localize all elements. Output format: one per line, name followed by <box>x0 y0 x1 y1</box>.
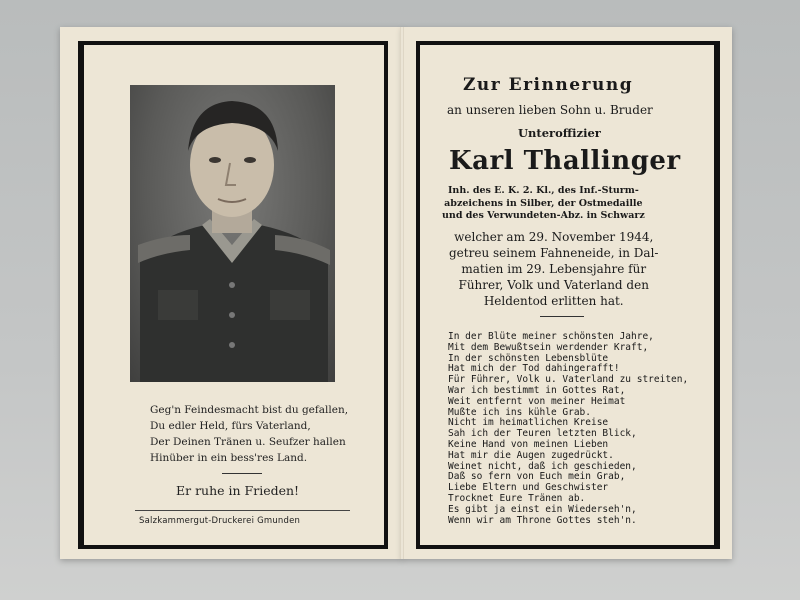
card-title: Zur Erinnerung <box>463 75 634 95</box>
printer-credit: Salzkammergut-Druckerei Gmunden <box>139 516 301 526</box>
soldier-name: Karl Thallinger <box>449 146 681 176</box>
right-poem-line: Es gibt ja einst ein Wiederseh'n, <box>448 503 637 515</box>
death-line: welcher am 29. November 1944, <box>454 230 654 244</box>
right-poem-line: Wenn wir am Throne Gottes steh'n. <box>448 514 637 526</box>
honors-line: abzeichens in Silber, der Ostmedaille <box>444 197 643 209</box>
printer-rule <box>135 510 350 511</box>
soldier-rank: Unteroffizier <box>518 126 601 140</box>
right-poem-line: Hat mir die Augen zugedrückt. <box>448 449 614 461</box>
right-poem-line: Für Führer, Volk u. Vaterland zu streiten, <box>448 374 689 386</box>
right-poem-line: In der schönsten Lebensblüte <box>448 352 609 364</box>
right-poem-line: Weinet nicht, daß ich geschieden, <box>448 460 637 472</box>
death-notice <box>449 229 658 309</box>
honors-text <box>442 185 645 223</box>
right-poem-line: Hat mich der Tod dahingerafft! <box>448 363 620 375</box>
card-fold <box>400 27 404 559</box>
soldier-portrait-photo <box>130 85 335 382</box>
death-line: matien im 29. Lebensjahre für <box>461 262 647 276</box>
right-poem-line: In der Blüte meiner schönsten Jahre, <box>448 331 654 342</box>
divider-dash-right <box>540 316 584 317</box>
left-poem-line: Der Deinen Tränen u. Seufzer hallen <box>150 436 346 448</box>
death-line: getreu seinem Fahneneide, in Dal- <box>449 246 659 260</box>
divider-dash <box>222 473 262 474</box>
right-poem-line: War ich bestimmt in Gottes Rat, <box>448 384 626 396</box>
right-poem-line: Nicht im heimatlichen Kreise <box>448 417 609 429</box>
left-poem <box>150 402 370 466</box>
right-poem-line: Keine Hand von meinen Lieben <box>448 438 609 450</box>
death-line: Führer, Volk und Vaterland den <box>458 278 649 292</box>
right-poem-line: Mit dem Bewußtsein werdender Kraft, <box>448 341 649 353</box>
card-subtitle: an unseren lieben Sohn u. Bruder <box>447 103 653 117</box>
death-line: Heldentod erlitten hat. <box>483 294 624 308</box>
right-poem-line: Daß so fern von Euch mein Grab, <box>448 471 626 483</box>
right-poem-line: Weit entfernt von meiner Heimat <box>448 395 626 407</box>
rest-in-peace-text: Er ruhe in Frieden! <box>176 483 300 498</box>
left-poem-line: Geg'n Feindesmacht bist du gefallen, <box>150 404 349 416</box>
left-poem-line: Hinüber in ein bess'res Land. <box>150 452 308 464</box>
left-poem-line: Du edler Held, fürs Vaterland, <box>150 420 311 432</box>
right-poem-line: Liebe Eltern und Geschwister <box>448 482 609 494</box>
honors-line: Inh. des E. K. 2. Kl., des Inf.-Sturm- <box>447 185 639 196</box>
right-poem-line: Mußte ich ins kühle Grab. <box>448 406 591 418</box>
right-poem-line: Trocknet Eure Tränen ab. <box>448 492 586 504</box>
honors-line: und des Verwundeten-Abz. in Schwarz <box>442 210 645 221</box>
right-poem-line: Sah ich der Teuren letzten Blick, <box>448 428 637 440</box>
right-poem <box>448 332 688 526</box>
